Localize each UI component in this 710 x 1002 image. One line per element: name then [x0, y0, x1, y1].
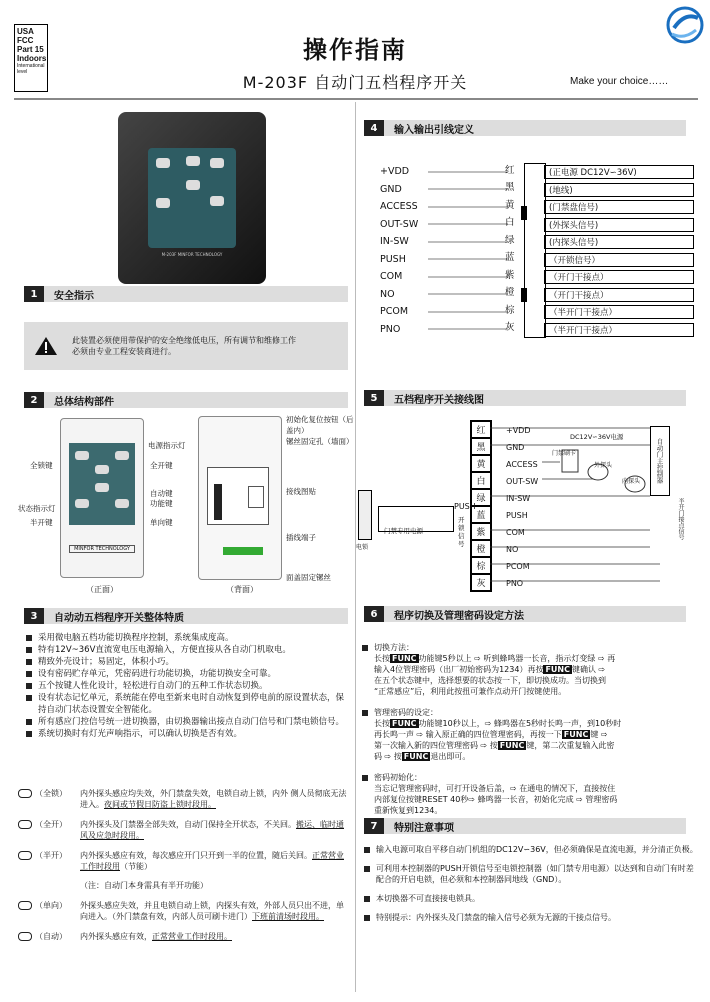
sticker-diagram — [248, 486, 264, 508]
label-power: 电源指示灯 — [148, 441, 186, 450]
wire-color: 黄 — [505, 199, 515, 211]
text: 码 ⇨ 按 — [374, 752, 402, 761]
wire-label: COM — [506, 528, 525, 537]
key-icon — [18, 789, 32, 798]
front-brand: MINFOR TECHNOLOGY — [69, 545, 135, 553]
wire-desc: （开门干接点） — [544, 270, 694, 284]
list-item: 特别提示：内外探头及门禁盘的输入信号必须为无源的干接点信号。 — [362, 912, 698, 923]
text: 退出即可。 — [430, 752, 471, 761]
func-key: FUNC — [392, 654, 417, 663]
label-func: 功能键 — [150, 499, 173, 508]
list-item: 设有状态记忆单元，系统能在停电至新来电时自动恢复到停电前的原设置状态，保持自动门状态设置安全智能化。 — [24, 692, 350, 716]
mode-use: 正常营业工作时段用 — [80, 851, 344, 871]
password-reset — [360, 772, 700, 816]
front-key — [95, 483, 109, 492]
wire-label: ACCESS — [506, 460, 538, 469]
label-reset: 初始化复位按钮（后盖内） — [286, 415, 354, 435]
section-title: 特别注意事项 — [394, 822, 454, 834]
list-item: 输入电源可取自平移自动门机组的DC12V∽36V，但必须确保是直流电源，并分清正负极。 — [362, 844, 698, 855]
section-number: 1 — [24, 286, 44, 302]
front-panel — [69, 443, 135, 525]
section-title: 输入输出引线定义 — [394, 124, 474, 136]
text: 再长鸣一声 ⇨ 输入原正确的四位管理密码，再按一下 — [374, 730, 562, 739]
func-key: FUNC — [545, 665, 570, 674]
color-cell: 红 — [471, 421, 491, 438]
section-title: 五档程序开关接线图 — [394, 394, 484, 406]
block-heading: 管理密码的设定： — [374, 708, 438, 717]
access-pad-label: 门禁刷卡 — [552, 450, 577, 457]
list-item: 精致外壳设计；易固定，体积小巧。 — [24, 656, 350, 668]
func-key: FUNC — [403, 752, 429, 761]
wire-name: COM — [380, 271, 403, 283]
mode-use: 正常营业工作时段用。 — [152, 932, 232, 941]
device-panel — [148, 148, 236, 248]
text: 键 ⇨ — [590, 730, 608, 739]
feature-list — [24, 632, 350, 740]
mode-key: （全锁） — [35, 789, 67, 798]
front-view — [60, 418, 144, 578]
page-subtitle: M-203F 自动门五档程序开关 — [242, 73, 468, 92]
text: 功能键10秒以上，⇨ 蜂鸣器在5秒时长鸣一声，到10秒时 — [418, 719, 622, 728]
section-4-header — [364, 120, 686, 136]
wire-name: OUT-SW — [380, 218, 419, 230]
color-cell: 蓝 — [471, 506, 491, 523]
wire-desc-list — [544, 165, 694, 337]
text: 当忘记管理密码时，可打开设备后盖，⇨ 在通电的情况下，直接按住 — [374, 784, 616, 793]
fcc-small: International — [17, 63, 45, 69]
front-key — [95, 465, 109, 474]
front-key — [75, 451, 89, 460]
section-6-body — [360, 642, 700, 826]
section-number: 2 — [24, 392, 44, 408]
connector-block — [524, 163, 546, 338]
text: 键，第二次重复输入此密 — [526, 741, 615, 750]
mode-extra: （节能） — [120, 862, 152, 871]
fcc-line: USA FCC — [17, 27, 34, 45]
wire-lines — [428, 163, 508, 338]
mode-row — [18, 900, 348, 922]
wire-desc: (正电源 DC12V∽36V) — [544, 165, 694, 179]
controller-box: 自动门主控制器 — [650, 426, 670, 496]
out-probe-label: 外探头 — [594, 462, 613, 469]
color-cell: 灰 — [471, 574, 491, 591]
key-icon — [18, 901, 32, 910]
section-number: 4 — [364, 120, 384, 136]
label-lock: 全锁键 — [30, 461, 53, 470]
wire-color: 紫 — [505, 269, 515, 281]
wire-name: +VDD — [380, 166, 410, 178]
mode-row — [18, 931, 348, 942]
list-item: 采用微电脑五档功能切换程序控制，系统集成度高。 — [24, 632, 350, 644]
color-cell: 黑 — [471, 438, 491, 455]
elock-label: 电锁 — [356, 544, 369, 551]
color-cell: 绿 — [471, 489, 491, 506]
func-key: FUNC — [563, 730, 589, 739]
text: 重新恢复到1234。 — [374, 806, 443, 815]
push-label: PUSH — [454, 502, 476, 511]
list-item: 五个按键人性化设计，轻松进行自动门的五种工作状态切换。 — [24, 680, 350, 692]
mode-use: 下班前清场时段用。 — [252, 912, 324, 921]
device-photo — [118, 112, 266, 284]
section-3-header — [24, 608, 348, 624]
label-status: 状态指示灯 — [18, 504, 56, 513]
warning-text: 此装置必须使用带保护的安全绝缘低电压，所有调节和维修工作 必须由专业工程安装商进行。 — [72, 336, 296, 356]
color-cell: 黄 — [471, 455, 491, 472]
wire-name: PUSH — [380, 253, 406, 265]
fcc-line: Part 15 — [17, 45, 44, 54]
wire-label: GND — [506, 443, 525, 452]
device-key — [156, 198, 170, 208]
wire-label: IN-SW — [506, 494, 531, 503]
wire-color: 橙 — [505, 287, 515, 299]
wire-name: PNO — [380, 323, 401, 335]
list-item: 本切换器不可直接接电锁具。 — [362, 893, 698, 904]
section-number: 7 — [364, 818, 384, 834]
wire-desc: (地线) — [544, 183, 694, 197]
mode-desc: 内外探头感应有效，每次感应开门只开到一半的位置，随后关回。 — [80, 851, 312, 860]
fcc-line: Indoors — [17, 54, 47, 63]
label-half: 半开键 — [30, 518, 53, 527]
electric-lock-icon — [358, 490, 372, 540]
list-item: 设有密码贮存单元，凭密码进行功能切换，功能切换安全可靠。 — [24, 668, 350, 680]
lock-psu-label: 门禁专用电源 — [384, 527, 423, 535]
wire-desc: （开门干接点） — [544, 288, 694, 302]
mode-desc: 内外探头感应均失效，外门禁盘失效，电锁自动上锁，内外 侧人员彻底无法进入。 — [80, 789, 347, 809]
section-1-header — [24, 286, 348, 302]
mode-note: （注：自动门本身需具有半开功能） — [80, 881, 208, 890]
mode-row — [18, 788, 348, 810]
func-key: FUNC — [499, 741, 525, 750]
device-key — [210, 158, 224, 168]
wire-color: 红 — [505, 164, 515, 176]
block-heading: 切换方法： — [374, 643, 414, 652]
wire-name: PCOM — [380, 306, 409, 318]
key-icon — [18, 932, 32, 941]
mode-use: 夜间或节假日防盗上锁时段用。 — [104, 800, 216, 809]
header-rule — [14, 98, 698, 100]
wire-color: 白 — [505, 217, 515, 229]
wire-label: OUT-SW — [506, 477, 539, 486]
wire-desc: （半开门干接点） — [544, 323, 694, 337]
label-auto: 自动键 — [150, 489, 173, 498]
label-screw: 镙丝固定孔（墙面） — [286, 437, 354, 446]
caption-back: （背面） — [226, 585, 258, 594]
mode-desc: 外探头感应失效，并且电锁自动上锁，内探头有效，外部人员只出不进，单向进入。（外门禁盘有效，内部人员可刷卡进门） — [80, 901, 344, 921]
text: “正常感应”后，利用此按扭可兼作点动开门按键使用。 — [374, 687, 567, 696]
list-item: 系统切换时有灯光声响指示，可以确认切换是否有效。 — [24, 728, 350, 740]
list-item: 可利用本控制器的PUSH开锁信号至电锁控制器（如门禁专用电源）以达到和自动门有时差配合的开启电锁，但必须和本控制器同地线（GND）。 — [362, 863, 698, 885]
wire-desc: (内探头信号) — [544, 235, 694, 249]
mode-list — [18, 788, 348, 951]
halfopen-label: 半开门接点信号 — [677, 498, 684, 540]
wire-label: +VDD — [506, 426, 531, 435]
section-6-header — [364, 606, 686, 622]
wire-names — [380, 163, 424, 338]
connector-tab — [521, 288, 527, 302]
mode-desc: 内外探头感应有效， — [80, 932, 152, 941]
color-cell: 紫 — [471, 523, 491, 540]
section-7-header — [364, 818, 686, 834]
mode-key: （自动） — [35, 932, 67, 941]
device-key — [156, 158, 170, 168]
wire-desc: （开锁信号） — [544, 253, 694, 267]
connector-tab — [521, 206, 527, 220]
color-cell: 棕 — [471, 557, 491, 574]
label-single: 单向键 — [150, 518, 173, 527]
page-title: 操作指南 — [303, 36, 407, 64]
mode-row — [18, 819, 348, 841]
wire-desc: (外探头信号) — [544, 218, 694, 232]
section-5-header — [364, 390, 686, 406]
password-setup — [360, 707, 700, 762]
text: 输入4位管理密码（出厂初始密码为1234）再按 — [374, 665, 544, 674]
wire-label: NO — [506, 545, 519, 554]
wire-label: PNO — [506, 579, 524, 588]
fcc-small: level — [17, 69, 28, 75]
section-2-header — [24, 392, 348, 408]
mode-use: 搬运、临时通风及应急时段用。 — [80, 820, 344, 840]
color-cell: 白 — [471, 472, 491, 489]
caption-front: （正面） — [86, 585, 118, 594]
section-title: 总体结构部件 — [54, 396, 114, 408]
block-heading: 密码初始化： — [374, 773, 422, 782]
wire-color: 灰 — [505, 322, 515, 334]
text: 长按 — [374, 654, 390, 663]
wire-name: NO — [380, 288, 395, 300]
key-icon — [18, 851, 32, 860]
device-brand: M-203F MINFOR TECHNOLOGY — [161, 252, 223, 257]
list-item: 特有12V~36V直流宽电压电源输入，方便直接从各自动门机取电。 — [24, 644, 350, 656]
list-item: 所有感应门控信号统一进切换器，由切换器输出接点自动门信号和门禁电锁信号。 — [24, 716, 350, 728]
wiring-sticker — [207, 467, 269, 525]
dc-label: DC12V∽36V电源 — [570, 433, 624, 441]
mode-key: （半开） — [35, 851, 67, 860]
func-key: FUNC — [392, 719, 417, 728]
wire-color: 棕 — [505, 304, 515, 316]
wire-name: GND — [380, 183, 402, 195]
section-number: 6 — [364, 606, 384, 622]
label-panel-screw: 面盖固定镙丝 — [286, 573, 331, 582]
section-title: 程序切换及管理密码设定方法 — [394, 610, 524, 622]
mode-key: （全开） — [35, 820, 67, 829]
text: 长按 — [374, 719, 390, 728]
section-title: 自动动五档程序开关整体特质 — [54, 612, 184, 624]
text: 内部复位按键RESET 40秒⇨ 蜂鸣器一长音，初始化完成 ⇨ 管理密码 — [374, 795, 618, 804]
wire-label: PCOM — [506, 562, 530, 571]
warning-icon — [34, 336, 58, 356]
device-key — [186, 180, 200, 190]
key-icon — [18, 820, 32, 829]
wiring-lines — [490, 420, 660, 592]
mode-row — [18, 850, 348, 891]
text: 键确认 ⇨ — [571, 665, 606, 674]
device-key — [210, 196, 224, 206]
wire-desc: (门禁盘信号) — [544, 200, 694, 214]
section-number: 3 — [24, 608, 44, 624]
wire-name: IN-SW — [380, 236, 409, 248]
text: 功能键5秒以上 ⇨ 听到蜂鸣器一长音，指示灯变绿 ⇨ 再 — [418, 654, 616, 663]
terminal-strip — [223, 547, 263, 555]
wire-name: ACCESS — [380, 201, 418, 213]
wire-label: PUSH — [506, 511, 528, 520]
front-key — [75, 499, 89, 508]
mode-desc: 内外探头及门禁器全部失效，自动门保持全开状态，不关回。 — [80, 820, 296, 829]
device-key — [186, 156, 200, 166]
front-key — [115, 499, 129, 508]
wire-colors — [505, 160, 521, 335]
mode-key: （单向） — [35, 901, 67, 910]
label-wiring: 接线图贴 — [286, 487, 316, 496]
wire-color: 黑 — [505, 182, 515, 194]
wire-color: 蓝 — [505, 252, 515, 264]
section-title: 安全指示 — [54, 290, 94, 302]
section-number: 5 — [364, 390, 384, 406]
color-cell: 橙 — [471, 540, 491, 557]
slogan: Make your choice…… — [570, 76, 669, 87]
label-terminal: 插线端子 — [286, 533, 316, 542]
brand-logo-icon — [664, 4, 706, 46]
warning-box — [24, 322, 348, 370]
label-open: 全开键 — [150, 461, 173, 470]
switch-method — [360, 642, 700, 697]
text: 第一次输入新的四位管理密码 ⇨ 按 — [374, 741, 498, 750]
in-probe-label: 内探头 — [622, 478, 641, 485]
front-key — [115, 451, 129, 460]
notice-list — [362, 844, 698, 923]
lock-signal-label: 开锁信号 — [458, 516, 465, 548]
terminal-block — [214, 484, 222, 520]
text: 在五个状态键中，选择想要的状态按一下，即切换成功。当切换到 — [374, 676, 606, 685]
wire-desc: （半开门干接点） — [544, 305, 694, 319]
wire-color: 绿 — [505, 234, 515, 246]
back-view — [198, 416, 282, 580]
